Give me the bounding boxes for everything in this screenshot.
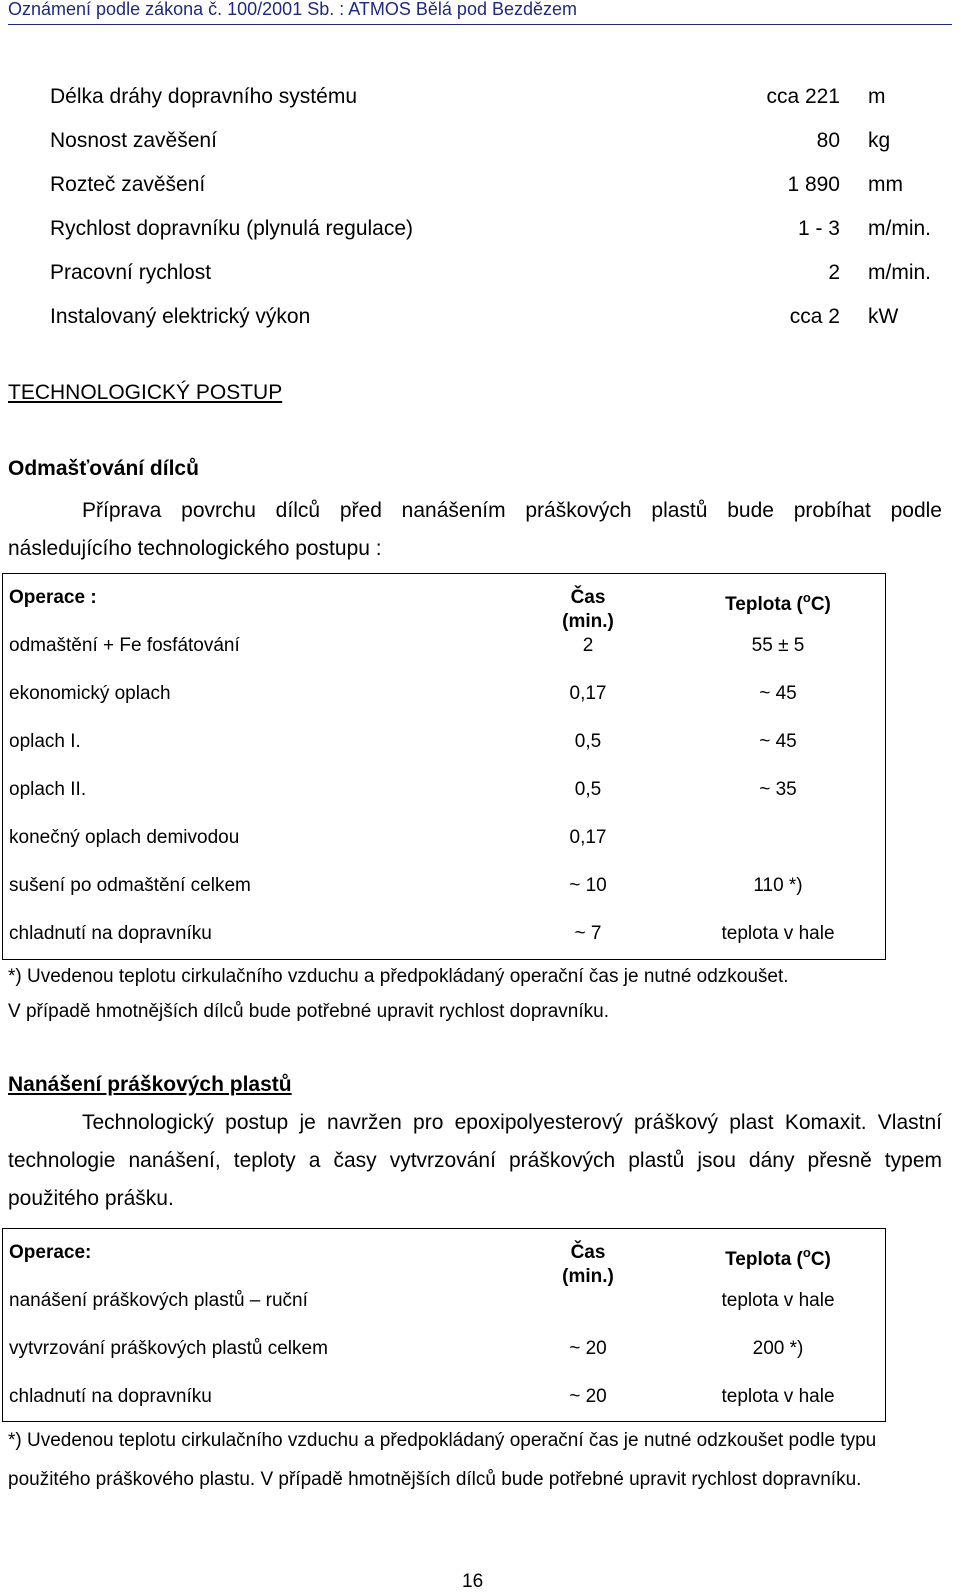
operation-cell: chladnutí na dopravníku bbox=[9, 1386, 212, 1407]
header-temperature: Teplota ($^o$C) bbox=[725, 1245, 831, 1270]
spec-row bbox=[50, 260, 930, 304]
operation-cell: chladnutí na dopravníku bbox=[9, 923, 212, 944]
header-temperature: Teplota ($^o$C) bbox=[725, 590, 831, 615]
spec-row bbox=[50, 84, 930, 128]
operation-cell: oplach II. bbox=[9, 779, 87, 800]
spec-label: Rozteč zavěšení bbox=[50, 173, 206, 196]
spec-unit: kg bbox=[868, 129, 891, 152]
table-row bbox=[3, 1325, 885, 1373]
powder-coating-text: Technologický postup je navržen pro epoxipolyesterový práškový plast Komaxit. Vlastní technologie nanášení, teploty a časy vytvrzování práškových plastů jsou dány přesně typem použitého prášku. bbox=[8, 1111, 942, 1210]
degreasing-text: Příprava povrchu dílců před nanášením práškových plastů bude probíhat podle následujícího technologického postupu : bbox=[8, 499, 942, 560]
table-row bbox=[3, 718, 885, 766]
table-header-row bbox=[3, 574, 885, 632]
time-cell: 0,5 bbox=[574, 779, 602, 800]
powder-coating-paragraph bbox=[8, 1104, 942, 1218]
table-row bbox=[3, 862, 885, 910]
table2-footnote: *) Uvedenou teplotu cirkulačního vzduchu a předpokládaný operační čas je nutné odzkoušet podle typu použitého práškového plastu. V případě hmotnějších dílců bude potřebné upravit rychlost dopravníku. bbox=[8, 1430, 877, 1490]
time-cell: ~ 20 bbox=[569, 1338, 607, 1359]
table-row bbox=[3, 1277, 885, 1325]
operation-cell: ekonomický oplach bbox=[9, 683, 171, 704]
spec-unit: m bbox=[868, 85, 886, 108]
spec-unit: kW bbox=[868, 305, 899, 328]
spec-value: 1 - 3 bbox=[797, 217, 840, 240]
table-row bbox=[3, 766, 885, 814]
table-row bbox=[3, 670, 885, 718]
time-cell: 0,17 bbox=[569, 683, 607, 704]
temperature-cell: 200 *) bbox=[752, 1338, 804, 1359]
header-time: Čas (min.) bbox=[562, 587, 614, 632]
operation-cell: sušení po odmaštění celkem bbox=[9, 875, 251, 896]
spec-value: 2 bbox=[828, 261, 840, 284]
header-operation: Operace: bbox=[9, 1242, 92, 1263]
spec-unit: m/min. bbox=[868, 261, 931, 284]
spec-label: Rychlost dopravníku (plynulá regulace) bbox=[50, 217, 414, 240]
temperature-cell: teplota v hale bbox=[721, 923, 835, 944]
spec-unit: m/min. bbox=[868, 217, 931, 240]
spec-label: Nosnost zavěšení bbox=[50, 129, 217, 152]
time-cell: ~ 20 bbox=[569, 1386, 607, 1407]
spec-label: Délka dráhy dopravního systému bbox=[50, 85, 357, 108]
table-row bbox=[3, 1373, 885, 1421]
table-row bbox=[3, 622, 885, 670]
table-header-row bbox=[3, 1229, 885, 1287]
table1-footnote: *) Uvedenou teplotu cirkulačního vzduchu a předpokládaný operační čas je nutné odzkoušet. bbox=[8, 966, 789, 987]
temperature-cell: ~ 45 bbox=[759, 683, 797, 704]
time-cell: 0,17 bbox=[569, 827, 607, 848]
coating-operations-table bbox=[2, 1228, 886, 1422]
subsection-heading-powder-coating: Nanášení práškových plastů bbox=[8, 1073, 292, 1096]
spec-label: Pracovní rychlost bbox=[50, 261, 212, 284]
temperature-cell: teplota v hale bbox=[721, 1386, 835, 1407]
spec-value: cca 221 bbox=[766, 85, 840, 108]
spec-value: 80 bbox=[816, 129, 840, 152]
spec-label: Instalovaný elektrický výkon bbox=[50, 305, 311, 328]
header-operation: Operace : bbox=[9, 587, 97, 608]
spec-unit: mm bbox=[868, 173, 903, 196]
spec-row bbox=[50, 172, 930, 216]
spec-list bbox=[50, 84, 930, 348]
temperature-cell: 110 *) bbox=[753, 875, 803, 896]
time-cell: 2 bbox=[582, 635, 594, 656]
subsection-heading-degreasing: Odmašťování dílců bbox=[8, 457, 199, 480]
page-header: Oznámení podle zákona č. 100/2001 Sb. : ATMOS Bělá pod Bezdězem bbox=[8, 0, 952, 25]
table1-note: V případě hmotnějších dílců bude potřebné upravit rychlost dopravníku. bbox=[8, 1001, 609, 1022]
table-row bbox=[3, 814, 885, 862]
spec-row bbox=[50, 304, 930, 348]
page-number: 16 bbox=[462, 1571, 484, 1592]
degreasing-operations-table bbox=[2, 573, 886, 960]
temperature-cell: ~ 45 bbox=[759, 731, 797, 752]
spec-row bbox=[50, 216, 930, 260]
header-time: Čas (min.) bbox=[562, 1242, 614, 1287]
operation-cell: nanášení práškových plastů – ruční bbox=[9, 1290, 308, 1311]
time-cell: ~ 7 bbox=[574, 923, 602, 944]
time-cell: ~ 10 bbox=[569, 875, 607, 896]
operation-cell: odmaštění + Fe fosfátování bbox=[9, 635, 240, 656]
section-heading-technology: TECHNOLOGICKÝ POSTUP bbox=[8, 381, 283, 404]
temperature-cell: teplota v hale bbox=[721, 1290, 835, 1311]
operation-cell: oplach I. bbox=[9, 731, 81, 752]
operation-cell: vytvrzování práškových plastů celkem bbox=[9, 1338, 328, 1359]
temperature-cell: 55 ± 5 bbox=[751, 635, 805, 656]
table-row bbox=[3, 910, 885, 958]
time-cell: 0,5 bbox=[574, 731, 602, 752]
degreasing-paragraph bbox=[8, 492, 942, 568]
operation-cell: konečný oplach demivodou bbox=[9, 827, 240, 848]
spec-value: cca 2 bbox=[789, 305, 840, 328]
spec-row bbox=[50, 128, 930, 172]
spec-value: 1 890 bbox=[787, 173, 840, 196]
temperature-cell: ~ 35 bbox=[759, 779, 797, 800]
